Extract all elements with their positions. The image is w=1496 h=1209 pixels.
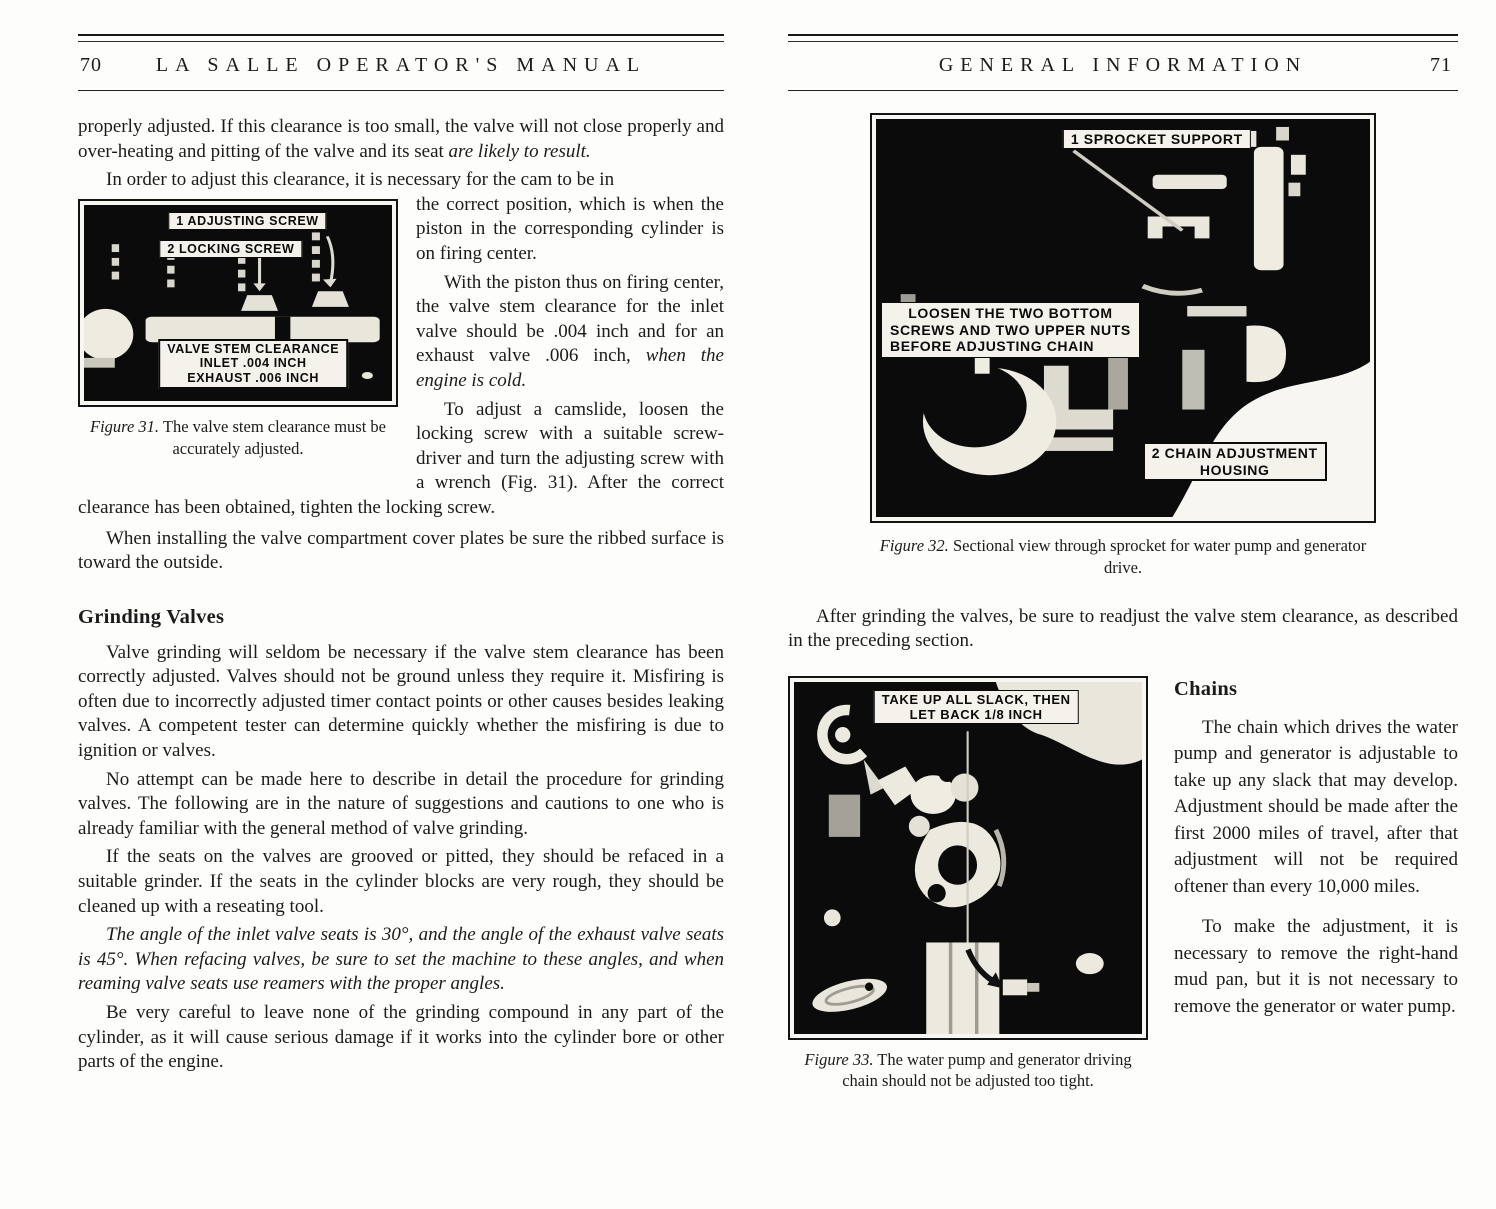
page-header — [78, 50, 724, 84]
figure-33-caption-text: The water pump and generator driving chain should not be adjusted too tight. — [842, 1049, 1132, 1091]
figure-31 — [78, 199, 398, 460]
paragraph: the correct position, which is when the piston in the corresponding cylinder is on firing center. — [416, 193, 724, 264]
section-heading-grinding-valves: Grinding Valves — [78, 605, 225, 628]
figure-32-caption — [870, 535, 1376, 579]
paragraph-italic: when the engine is cold. — [416, 345, 724, 391]
section-heading-chains: Chains — [1174, 677, 1238, 700]
figure-31-label-clearance — [158, 339, 348, 389]
paragraph: Valve grinding will seldom be necessary if the valve stem clearance has been correctly adjusted. Valves should not be ground unless they require it. Misfiring is often due to incorrectly adjusted timer contact points or other causes besides leaking valves. A competent tester can determine quickly whether the misfiring is due to ignition or valves. — [78, 641, 724, 762]
paragraph-text: properly adjusted. If this clearance is too small, the valve will not close properly and over-heating and pitting of the valve and its seat — [78, 116, 724, 162]
figure-31-label-locking-screw: 2 LOCKING SCREW — [159, 240, 302, 258]
label-line: LOOSEN THE TWO BOTTOM — [908, 305, 1113, 322]
page-number: 70 — [80, 54, 102, 76]
figure-32-label-sprocket-support: 1 SPROCKET SUPPORT — [1063, 129, 1251, 149]
paragraph-text: With the piston thus on firing center, the valve stem clearance for the inlet valve should be .004 inch and for an exhaust valve .006 inch, — [416, 271, 724, 367]
paragraph — [78, 115, 724, 164]
label-line: VALVE STEM CLEARANCE — [167, 341, 340, 356]
figure-32-caption-number: Figure 32. — [879, 536, 949, 555]
running-head: LA SALLE OPERATOR'S MANUAL — [155, 54, 647, 76]
paragraph: After grinding the valves, be sure to readjust the valve stem clearance, as described in the preceding section. — [788, 605, 1458, 652]
label-line: SCREWS AND TWO UPPER NUTS — [890, 321, 1131, 338]
page-number: 71 — [1430, 54, 1452, 76]
figure-32-photo — [876, 119, 1370, 517]
header-bottom-rule — [78, 90, 724, 91]
figure-33 — [788, 676, 1148, 1093]
figure-31-photo — [84, 205, 392, 401]
page-70 — [78, 34, 724, 1079]
label-line: TAKE UP ALL SLACK, THEN — [881, 691, 1071, 707]
paragraph: No attempt can be made here to describe in detail the procedure for grinding valves. The following are in the nature of suggestions and cautions to one who is already familiar with the general method of valve grinding. — [78, 768, 724, 839]
label-line: LET BACK 1/8 INCH — [909, 707, 1043, 723]
paragraph: In order to adjust this clearance, it is necessary for the cam to be in — [106, 169, 615, 191]
label-line: 2 CHAIN ADJUSTMENT — [1151, 445, 1318, 462]
header-top-rule — [788, 34, 1458, 42]
chains-column — [1174, 676, 1458, 1093]
header-bottom-rule — [788, 90, 1458, 91]
label-line: BEFORE ADJUSTING CHAIN — [890, 338, 1095, 355]
figure-31-caption-text: The valve stem clearance must be accurately adjusted. — [159, 416, 386, 458]
paragraph: When installing the valve compartment cover plates be sure the ribbed surface is toward the outside. — [78, 527, 724, 574]
figure-31-label-adjusting-screw: 1 ADJUSTING SCREW — [168, 212, 326, 230]
figure-33-label-slack — [874, 690, 1079, 725]
figure-32-frame — [870, 113, 1376, 523]
header-top-rule — [78, 34, 724, 42]
figure-33-caption — [788, 1049, 1148, 1093]
paragraph: The chain which drives the water pump and generator is adjustable to take up any slack that may develop. Adjustment should be made after the first 2000 miles of travel, after that adjustment will not be required oftener than every 10,000 miles. — [1174, 716, 1458, 897]
label-line: HOUSING — [1199, 461, 1270, 478]
figure-32-label-loosen — [881, 302, 1140, 358]
paragraph-italic: are likely to result. — [448, 140, 591, 162]
lower-two-column — [788, 676, 1458, 1093]
figure-31-frame — [78, 199, 398, 407]
figure-33-illustration — [794, 682, 1142, 1034]
paragraph: To make the adjustment, it is necessary to remove the right-hand mud pan, but it is not necessary to remove the generator or water pump. — [1174, 916, 1458, 1017]
paragraph: To adjust a camslide, loosen the locking screw with a suitable screw-driver and turn the adjusting screw with a wrench (Fig. 31). After the correct clearance has been obtained, tighten the locking screw. — [78, 398, 724, 518]
figure-31-caption — [78, 416, 398, 460]
figure-33-photo — [794, 682, 1142, 1034]
running-head: GENERAL INFORMATION — [938, 54, 1308, 76]
paragraph-italic: The angle of the inlet valve seats is 30°, and the angle of the exhaust valve seats is 45°. When refacing valves, be sure to set the machine to these angles, and when reaming valve seats use reamers with the proper angles. — [78, 924, 724, 995]
left-body — [78, 115, 724, 1075]
figure-32-label-chain-adjustment — [1143, 442, 1327, 481]
figure-33-caption-number: Figure 33. — [804, 1049, 874, 1069]
paragraph: If the seats on the valves are grooved or pitted, they should be refaced in a suitable grinder. If the seats in the cylinder blocks are very rough, they should be cleaned up with a reseating tool. — [78, 846, 724, 917]
label-line: INLET .004 INCH — [199, 356, 307, 371]
figure-31-caption-number: Figure 31. — [90, 416, 160, 436]
page-header — [788, 50, 1458, 84]
figure-32-caption-text: Sectional view through sprocket for water pump and generator drive. — [948, 536, 1367, 577]
label-line: EXHAUST .006 INCH — [187, 371, 320, 386]
figure-32 — [870, 113, 1376, 579]
paragraph: Be very careful to leave none of the grinding compound in any part of the cylinder, as it will cause serious damage if it works into the cylinder bore or other parts of the engine. — [78, 1002, 724, 1073]
page-71 — [788, 34, 1458, 1092]
figure-33-frame — [788, 676, 1148, 1040]
